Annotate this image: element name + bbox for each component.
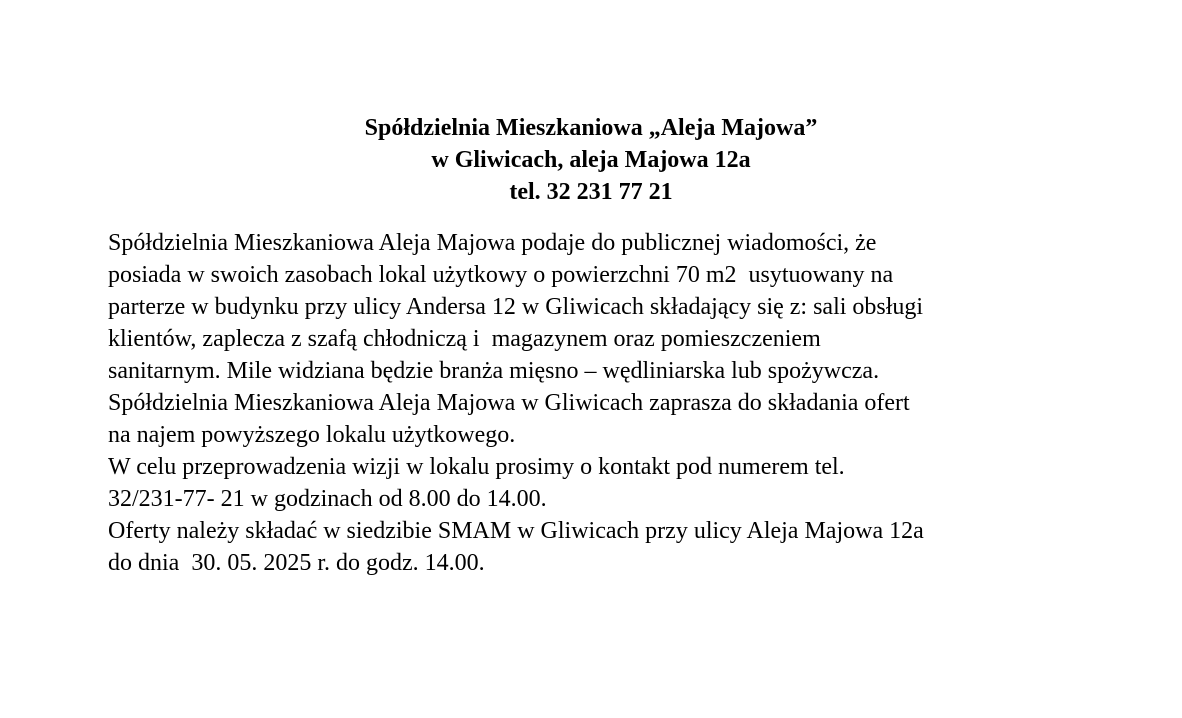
body-line: do dnia 30. 05. 2025 r. do godz. 14.00. [108, 550, 485, 576]
body-line: na najem powyższego lokalu użytkowego. [108, 422, 516, 448]
announcement-body [108, 227, 1108, 579]
body-line: 32/231-77- 21 w godzinach od 8.00 do 14.00. [108, 486, 547, 512]
body-line: sanitarnym. Mile widziana będzie branża mięsno – wędliniarska lub spożywcza. [108, 358, 880, 384]
document-header [0, 112, 1182, 208]
body-line: posiada w swoich zasobach lokal użytkowy o powierzchni 70 m2 usytuowany na [108, 262, 894, 288]
body-line: klientów, zaplecza z szafą chłodniczą i magazynem oraz pomieszczeniem [108, 326, 821, 352]
body-line: Spółdzielnia Mieszkaniowa Aleja Majowa podaje do publicznej wiadomości, że [108, 230, 877, 256]
header-phone: tel. 32 231 77 21 [509, 179, 673, 205]
body-line: Oferty należy składać w siedzibie SMAM w Gliwicach przy ulicy Aleja Majowa 12a [108, 518, 924, 544]
header-address: w Gliwicach, aleja Majowa 12a [431, 147, 751, 173]
header-organization-name: Spółdzielnia Mieszkaniowa „Aleja Majowa” [364, 115, 818, 141]
body-line: Spółdzielnia Mieszkaniowa Aleja Majowa w Gliwicach zaprasza do składania ofert [108, 390, 910, 416]
body-line: parterze w budynku przy ulicy Andersa 12 w Gliwicach składający się z: sali obsługi [108, 294, 924, 320]
body-line: W celu przeprowadzenia wizji w lokalu prosimy o kontakt pod numerem tel. [108, 454, 845, 480]
